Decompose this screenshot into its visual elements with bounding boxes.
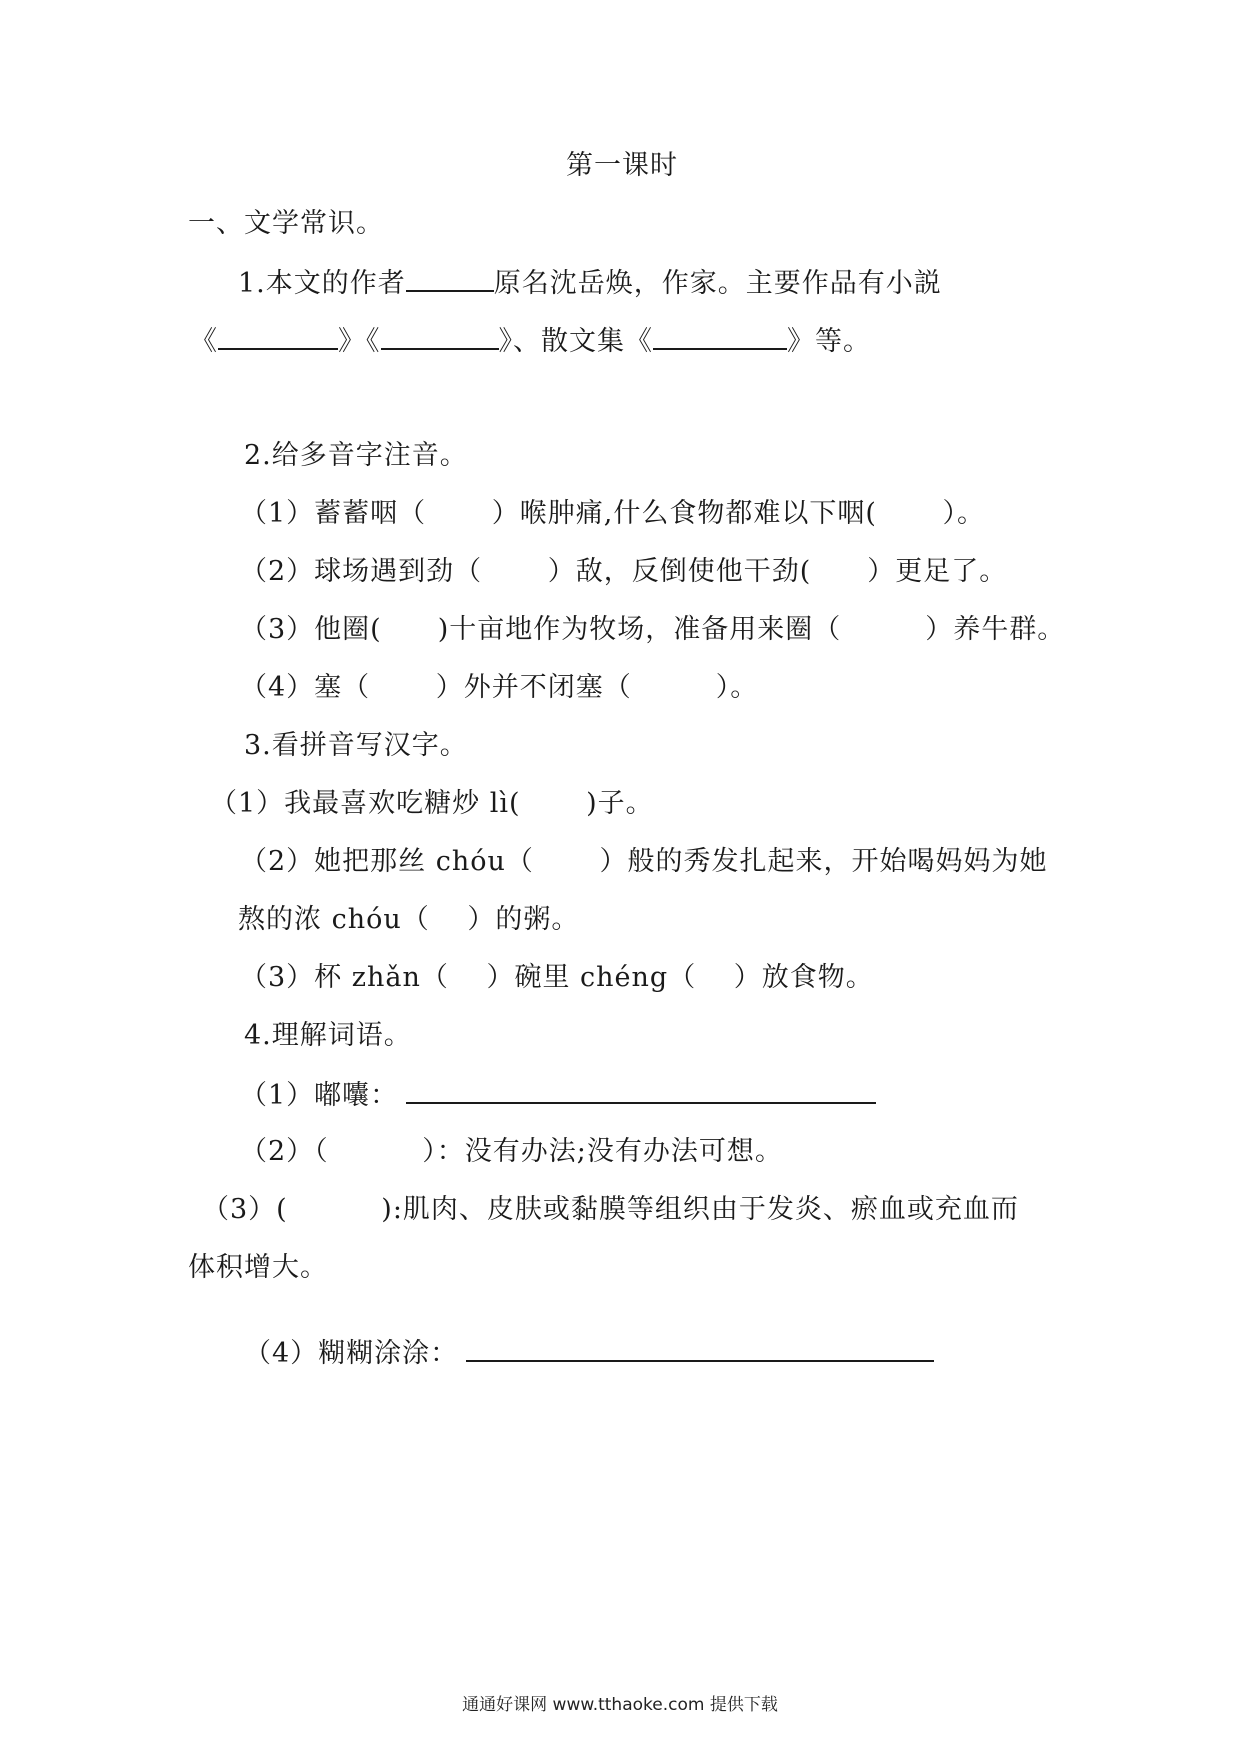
q4-item-3a: （3）( ):肌肉、皮肤或黏膜等组织由于发炎、瘀血或充血而 [202, 1194, 1019, 1225]
q1-bracket-mid2: 》、散文集《 [498, 326, 653, 357]
q1-bracket-open: 《 [190, 326, 218, 357]
q3-heading: 3.看拼音写汉字。 [244, 730, 468, 761]
q1-line2 [190, 322, 871, 360]
author-blank[interactable] [406, 264, 494, 292]
q4-item-2: （2）（ ）：没有办法;没有办法可想。 [240, 1136, 783, 1167]
q4-item-1-label: （1）嘟囔： [240, 1080, 399, 1111]
essay-blank[interactable] [653, 322, 787, 350]
q4-item-1 [240, 1076, 876, 1114]
q4-item-3b: 体积增大。 [188, 1252, 328, 1283]
page-title: 第一课时 [566, 150, 678, 181]
q4-item-1-answer-line[interactable] [406, 1076, 876, 1104]
q1-bracket-mid1: 》《 [338, 326, 381, 357]
q3-item-3: （3）杯 zhǎn（ ）碗里 chéng（ ）放食物。 [240, 962, 874, 993]
page-footer: 通通好课网 www.tthaoke.com 提供下载 [462, 1695, 778, 1715]
q3-item-1: （1）我最喜欢吃糖炒 lì( )子。 [210, 788, 654, 819]
novel-blank-1[interactable] [218, 322, 338, 350]
novel-blank-2[interactable] [381, 322, 499, 350]
q2-item-2: （2）球场遇到劲（ ）敌，反倒使他干劲( ）更足了。 [240, 556, 1008, 587]
q1-text-a: 1.本文的作者 [238, 268, 406, 299]
q4-item-4 [244, 1334, 934, 1372]
q1-text-b: 原名沈岳焕，作家。主要作品有小説 [493, 268, 942, 299]
q1-bracket-end: 》等。 [787, 326, 871, 357]
q2-item-3: （3）他圈( )十亩地作为牧场，准备用来圈（ ）养牛群。 [240, 614, 1066, 645]
q2-heading: 2.给多音字注音。 [244, 440, 468, 471]
q4-item-4-label: （4）糊糊涂涂： [244, 1338, 459, 1369]
section-heading: 一、文学常识。 [188, 208, 384, 239]
q4-item-4-answer-line[interactable] [466, 1334, 934, 1362]
q3-item-2a: （2）她把那丝 chóu（ ）般的秀发扎起来，开始喝妈妈为她 [240, 846, 1048, 877]
q2-item-4: （4）塞（ ）外并不闭塞（ ）。 [240, 672, 759, 703]
q2-item-1: （1）蓄蓄咽（ ）喉肿痛,什么食物都难以下咽( ）。 [240, 498, 985, 529]
q4-heading: 4.理解词语。 [244, 1020, 412, 1051]
q3-item-2b: 熬的浓 chóu（ ）的粥。 [238, 904, 580, 935]
q1-line1 [238, 264, 942, 302]
